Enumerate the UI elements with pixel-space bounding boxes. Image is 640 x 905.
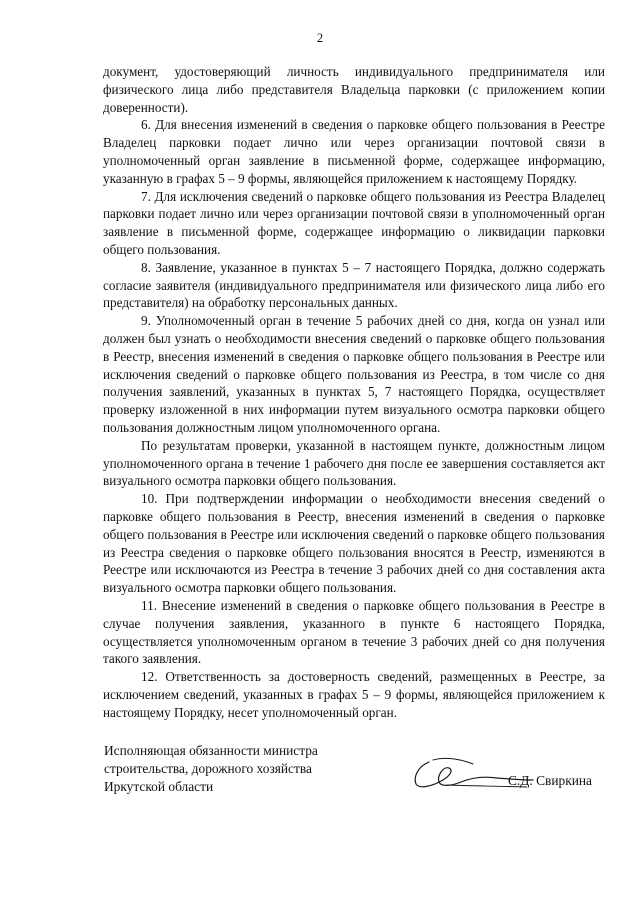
signer-title [104, 742, 364, 796]
paragraph-11: 11. Внесение изменений в сведения о парковке общего пользования в Реестре в случае получения заявления, указанного в пункте 6 настоящего Порядка, осуществляется уполномоченным органом в течение 3 рабочих дней со дня получения такого заявления. [103, 597, 605, 667]
paragraph-continuation: документ, удостоверяющий личность индивидуального предпринимателя или физического лица либо представителя Владельца парковки (с приложением копии доверенности). [103, 64, 605, 115]
paragraph-7: 7. Для исключения сведений о парковке общего пользования из Реестра Владелец парковки подает лично или через организации почтовой связи в уполномоченный орган заявление в письменной форме, содержащее информацию о ликвидации парковки общего пользования. [103, 188, 605, 257]
paragraph-6: 6. Для внесения изменений в сведения о парковке общего пользования в Реестре Владелец парковки подает лично или через организации почтовой связи в уполномоченный орган заявление в письменной форме, содержащее информацию, указанную в графах 5 – 9 формы, являющейся приложением к настоящему Порядку. [103, 117, 605, 186]
signer-title-line: Исполняющая обязанности министра [104, 743, 318, 758]
paragraph-12: 12. Ответственность за достоверность сведений, размещенных в Реестре, за исключением сведений, указанных в графах 5 – 9 формы, являющейся приложением к настоящему Порядку, несет уполномоченный орган. [103, 669, 605, 720]
document-body [103, 63, 605, 721]
paragraph-8: 8. Заявление, указанное в пунктах 5 – 7 настоящего Порядка, должно содержать согласие заявителя (индивидуального предпринимателя или физического лица либо его представителя) на обработку персональных данных. [103, 259, 605, 311]
signature-block [104, 742, 614, 796]
page-number: 2 [316, 31, 324, 45]
paragraph-9-results: По результатам проверки, указанной в настоящем пункте, должностным лицом уполномоченного органа в течение 1 рабочего дня после ее завершения составляется акт визуального осмотра парковки общего пользования. [103, 437, 605, 489]
paragraph-9: 9. Уполномоченный орган в течение 5 рабочих дней со дня, когда он узнал или должен был узнать о необходимости внесения сведений о парковке общего пользования в Реестр, внесения изменений в сведения о парковке общего пользования в Реестре или исключения сведений о парковке общего пользования из Реестра, в том числе со дня получения заявлений, указанных в пунктах 5, 7 настоящего Порядка, осуществляет проверку изложенной в них информации путем визуального осмотра парковки общего пользования должностным лицом уполномоченного органа. [103, 313, 605, 435]
paragraph-10: 10. При подтверждении информации о необходимости внесения сведений о парковке общего пользования в Реестр, внесения изменений в сведения о парковке общего пользования в Реестре или исключения сведений о парковке общего пользования из Реестра сведения о парковке общего пользования вносятся в Реестр, изменяются в Реестре или исключаются из Реестра в течение 3 рабочих дней со дня составления акта визуального осмотра парковки общего пользования. [103, 491, 605, 596]
signer-title-line: строительства, дорожного хозяйства [104, 761, 312, 776]
signer-title-line: Иркутской области [104, 779, 214, 794]
signer-name: С.Д. Свиркина [508, 773, 593, 788]
